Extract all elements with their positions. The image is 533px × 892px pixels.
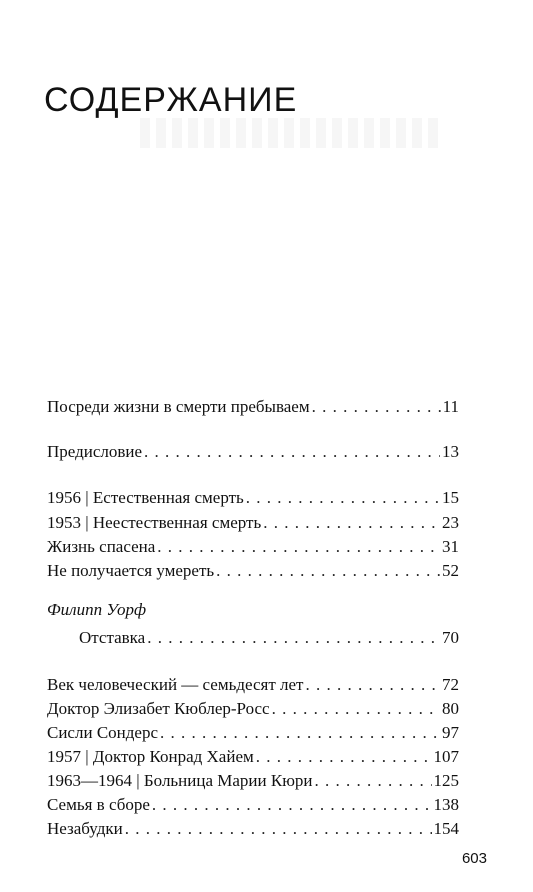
toc-entry xyxy=(47,817,459,841)
toc-entry-page: 15 xyxy=(442,488,459,507)
toc-entry-page: 23 xyxy=(442,513,459,532)
toc-entry-title: Не получается умереть xyxy=(47,561,215,580)
toc-entry xyxy=(47,673,459,697)
dot-leader xyxy=(256,745,432,769)
dot-leader xyxy=(157,535,440,559)
toc-entry xyxy=(47,769,459,793)
toc-entry xyxy=(47,511,459,535)
toc-entry-page: 138 xyxy=(433,795,459,814)
toc-entry-title: Век человеческий — семьдесят лет xyxy=(47,675,304,694)
toc-entry-page: 154 xyxy=(433,819,459,838)
dot-leader xyxy=(152,793,432,817)
toc-entry-title: Незабудки xyxy=(47,819,123,838)
toc-entry xyxy=(47,535,459,559)
dot-leader xyxy=(263,511,440,535)
dot-leader xyxy=(160,721,440,745)
toc-entry xyxy=(47,440,459,464)
toc-entry-page: 107 xyxy=(433,747,459,766)
dot-leader xyxy=(315,769,432,793)
toc-entry-page: 72 xyxy=(442,675,459,694)
page-title: СОДЕРЖАНИЕ xyxy=(44,81,298,119)
toc-entry xyxy=(47,486,459,510)
toc-entry-title: Доктор Элизабет Кюблер-Росс xyxy=(47,699,270,718)
toc-entry-title: Жизнь спасена xyxy=(47,537,156,556)
toc-entry-page: 52 xyxy=(442,561,459,580)
toc-entry-page: 70 xyxy=(442,628,459,647)
toc-entry xyxy=(47,395,459,419)
dot-leader xyxy=(147,626,440,650)
dot-leader xyxy=(312,395,441,419)
dot-leader xyxy=(272,697,440,721)
toc-entry xyxy=(47,697,459,721)
toc-entry-page: 11 xyxy=(442,397,459,416)
toc-entry-page: 125 xyxy=(433,771,459,790)
dot-leader xyxy=(216,559,440,583)
toc-entry xyxy=(47,721,459,745)
toc-entry-page: 97 xyxy=(442,723,459,742)
toc-entry-title: 1957 | Доктор Конрад Хайем xyxy=(47,747,254,766)
toc-entry xyxy=(79,626,459,650)
toc-entry-title: Посреди жизни в смерти пребываем xyxy=(47,397,310,416)
toc-entry-title: Сисли Сондерс xyxy=(47,723,158,742)
dot-leader xyxy=(144,440,440,464)
toc-entry-title: Предисловие xyxy=(47,442,143,461)
toc-entry xyxy=(47,793,459,817)
toc-entry-page: 31 xyxy=(442,537,459,556)
toc-entry-title: 1953 | Неестественная смерть xyxy=(47,513,262,532)
toc-entry-title: Отставка xyxy=(79,628,146,647)
dot-leader xyxy=(125,817,432,841)
dot-leader xyxy=(246,486,440,510)
toc-entry-title: Семья в сборе xyxy=(47,795,150,814)
toc-section-heading: Филипп Уорф xyxy=(47,600,147,619)
toc-entry xyxy=(47,559,459,583)
toc-entry-title: 1963—1964 | Больница Марии Кюри xyxy=(47,771,313,790)
dot-leader xyxy=(305,673,440,697)
toc-entry xyxy=(47,745,459,769)
toc-entry-page: 80 xyxy=(442,699,459,718)
toc-entry-page: 13 xyxy=(442,442,459,461)
toc-entry-title: 1956 | Естественная смерть xyxy=(47,488,244,507)
page-number: 603 xyxy=(461,850,487,867)
